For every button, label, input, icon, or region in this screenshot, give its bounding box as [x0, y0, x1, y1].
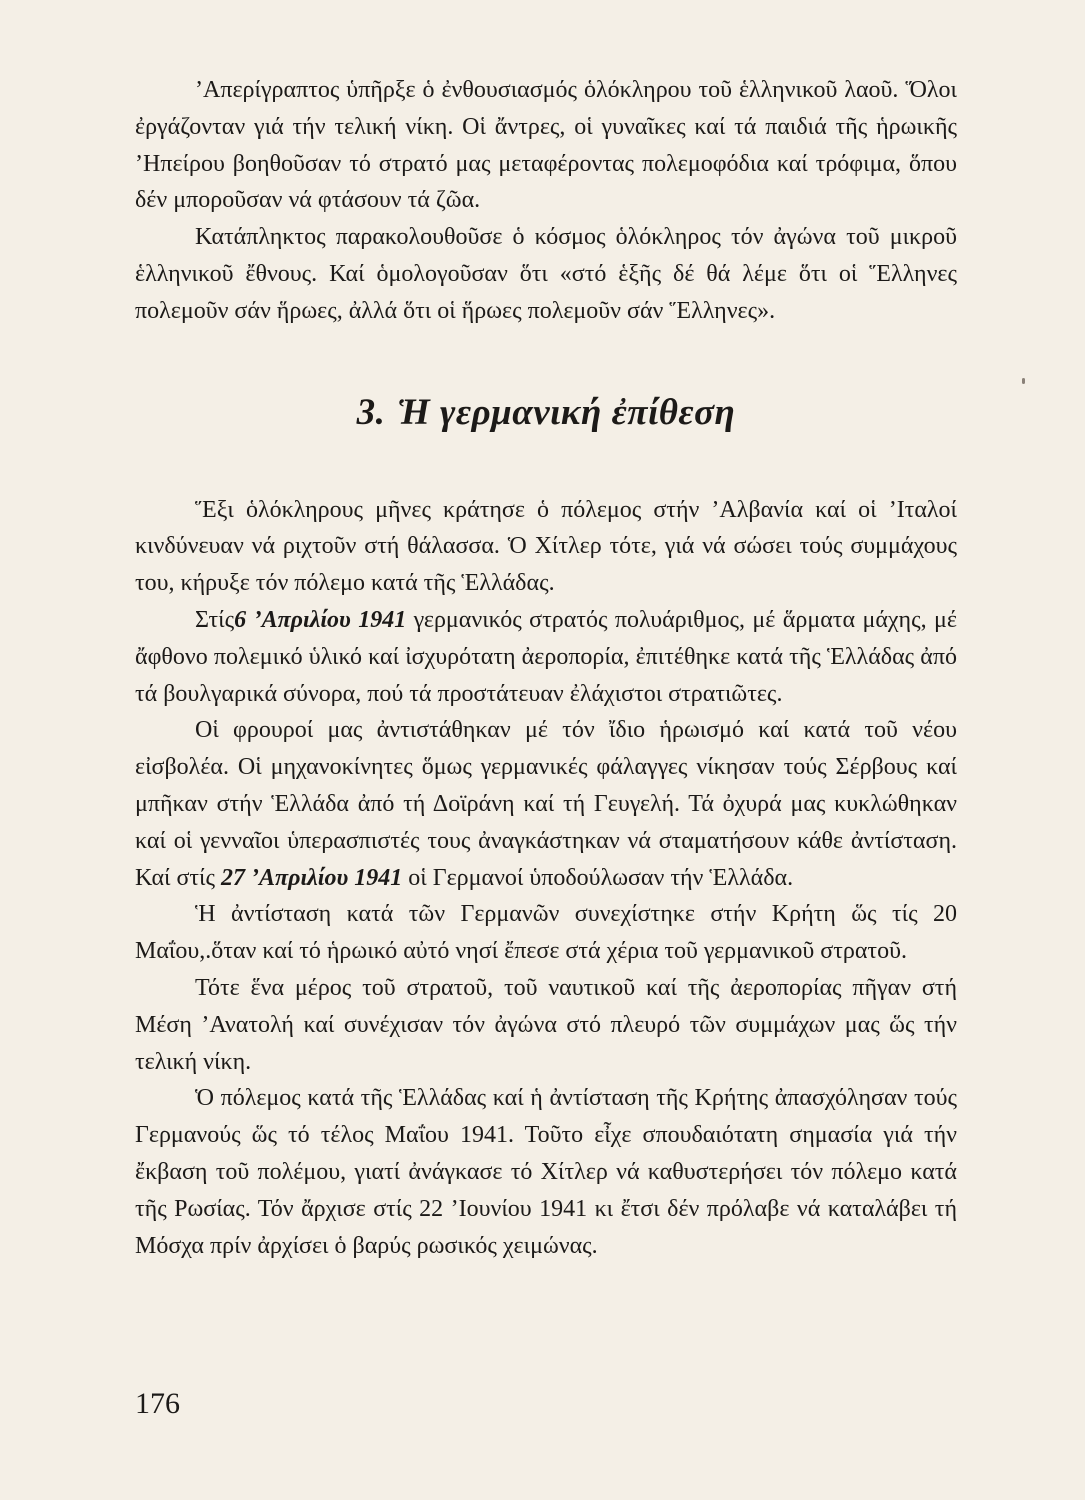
paragraph-world-admiration: Κατάπληκτος παρακολουθοῦσε ὁ κόσμος ὁλόκληρος τόν ἀγώνα τοῦ μικροῦ ἑλληνικοῦ ἔθνους. Καί ὁμολογοῦσαν ὅτι «στό ἑξῆς δέ θά λέμε ὅτι οἱ Ἕλληνες πολεμοῦν σάν ἥρωες, ἀλλά ὅτι οἱ ἥρωες πολεμοῦν σάν Ἕλληνες». [135, 224, 957, 324]
print-speck [1022, 378, 1025, 384]
paragraph-middle-east: Τότε ἕνα μέρος τοῦ στρατοῦ, τοῦ ναυτικοῦ καί τῆς ἀεροπορίας πῆγαν στή Μέση ’Ανατολή καί συνέχισαν τόν ἀγώνα στό πλευρό τῶν συμμάχων μας ὥς τήν τελική νίκη. [135, 974, 957, 1075]
section-heading [135, 391, 957, 434]
page-number: 176 [135, 1387, 180, 1420]
paragraph-crete: Ἡ ἀντίσταση κατά τῶν Γερμανῶν συνεχίστηκε στήν Κρήτη ὥς τίς 20 Μαΐου,.ὅταν καί τό ἡρωικό αὐτό νησί ἔπεσε στά χέρια τοῦ γερμανικοῦ στρατοῦ. [135, 901, 957, 965]
paragraph-april-6 [135, 602, 957, 712]
paragraph-occupation [135, 712, 957, 896]
page-body [135, 72, 957, 1264]
text-lead: Στίς [195, 606, 235, 633]
paragraph-albania: Ἕξι ὁλόκληρους μῆνες κράτησε ὁ πόλεμος στήν ’Αλβανία καί οἱ ’Ιταλοί κινδύνευαν νά ριχτοῦν στή θάλασσα. Ὁ Χίτλερ τότε, γιά νά σώσει τούς συμμάχους του, κήρυξε τόν πόλεμο κατά τῆς Ἑλλάδας. [135, 496, 957, 597]
paragraph-enthusiasm: ’Απερίγραπτος ὑπῆρξε ὁ ἐνθουσιασμός ὁλόκληρου τοῦ ἑλληνικοῦ λαοῦ. Ὅλοι ἐργάζονταν γιά τήν τελική νίκη. Οἱ ἄντρες, οἱ γυναῖκες καί τά παιδιά τῆς ἡρωικῆς ’Ηπείρου βοηθοῦσαν τό στρατό μας μεταφέροντας πολεμοφόδια καί τρόφιμα, ὅπου δέν μποροῦσαν νά φτάσουν τά ζῶα. [135, 77, 957, 214]
text-rest: γερμανικός στρατός πολυάριθμος, μέ ἅρματα μάχης, μέ ἄφθονο πολεμικό ὑλικό καί ἰσχυρότατη ἀεροπορία, ἐπιτέθηκε κατά τῆς Ἑλλάδας ἀπό τά βουλγαρικά σύνορα, πού τά προστάτευαν ἐλάχιστοι στρατιῶτες. [135, 606, 957, 707]
paragraph-significance: Ὁ πόλεμος κατά τῆς Ἑλλάδας καί ἡ ἀντίσταση τῆς Κρήτης ἀπασχόλησαν τούς Γερμανούς ὥς τό τέλος Μαΐου 1941. Τοῦτο εἶχε σπουδαιότατη σημασία γιά τήν ἔκβαση τοῦ πολέμου, γιατί ἀνάγκασε τό Χίτλερ νά καθυστερήσει τόν πόλεμο κατά τῆς Ρωσίας. Τόν ἄρχισε στίς 22 ’Ιουνίου 1941 κι ἔτσι δέν πρόλαβε νά καταλάβει τή Μόσχα πρίν ἀρχίσει ὁ βαρύς ρωσικός χειμώνας. [135, 1085, 957, 1259]
text-rest: οἱ Γερμανοί ὑποδούλωσαν τήν Ἑλλάδα. [402, 864, 794, 891]
section-title: Ἡ γερμανική ἐπίθεση [397, 391, 736, 433]
section-number: 3. [356, 391, 386, 433]
text-main: Οἱ φρουροί μας ἀντιστάθηκαν μέ τόν ἴδιο ἡρωισμό καί κατά τοῦ νέου εἰσβολέα. Οἱ μηχανοκίνητες ὅμως γερμανικές φάλαγγες νίκησαν τούς Σέρβους καί μπῆκαν στήν Ἑλλάδα ἀπό τή Δοϊράνη καί τή Γευγελή. Τά ὀχυρά μας κυκλώθηκαν καί οἱ γενναῖοι ὑπερασπιστές τους ἀναγκάστηκαν νά σταματήσουν κάθε ἀντίσταση. Καί στίς [135, 717, 957, 891]
date-april-27-1941: 27 ’Απριλίου 1941 [221, 864, 403, 891]
date-april-6-1941: 6 ’Απριλίου 1941 [234, 606, 407, 633]
